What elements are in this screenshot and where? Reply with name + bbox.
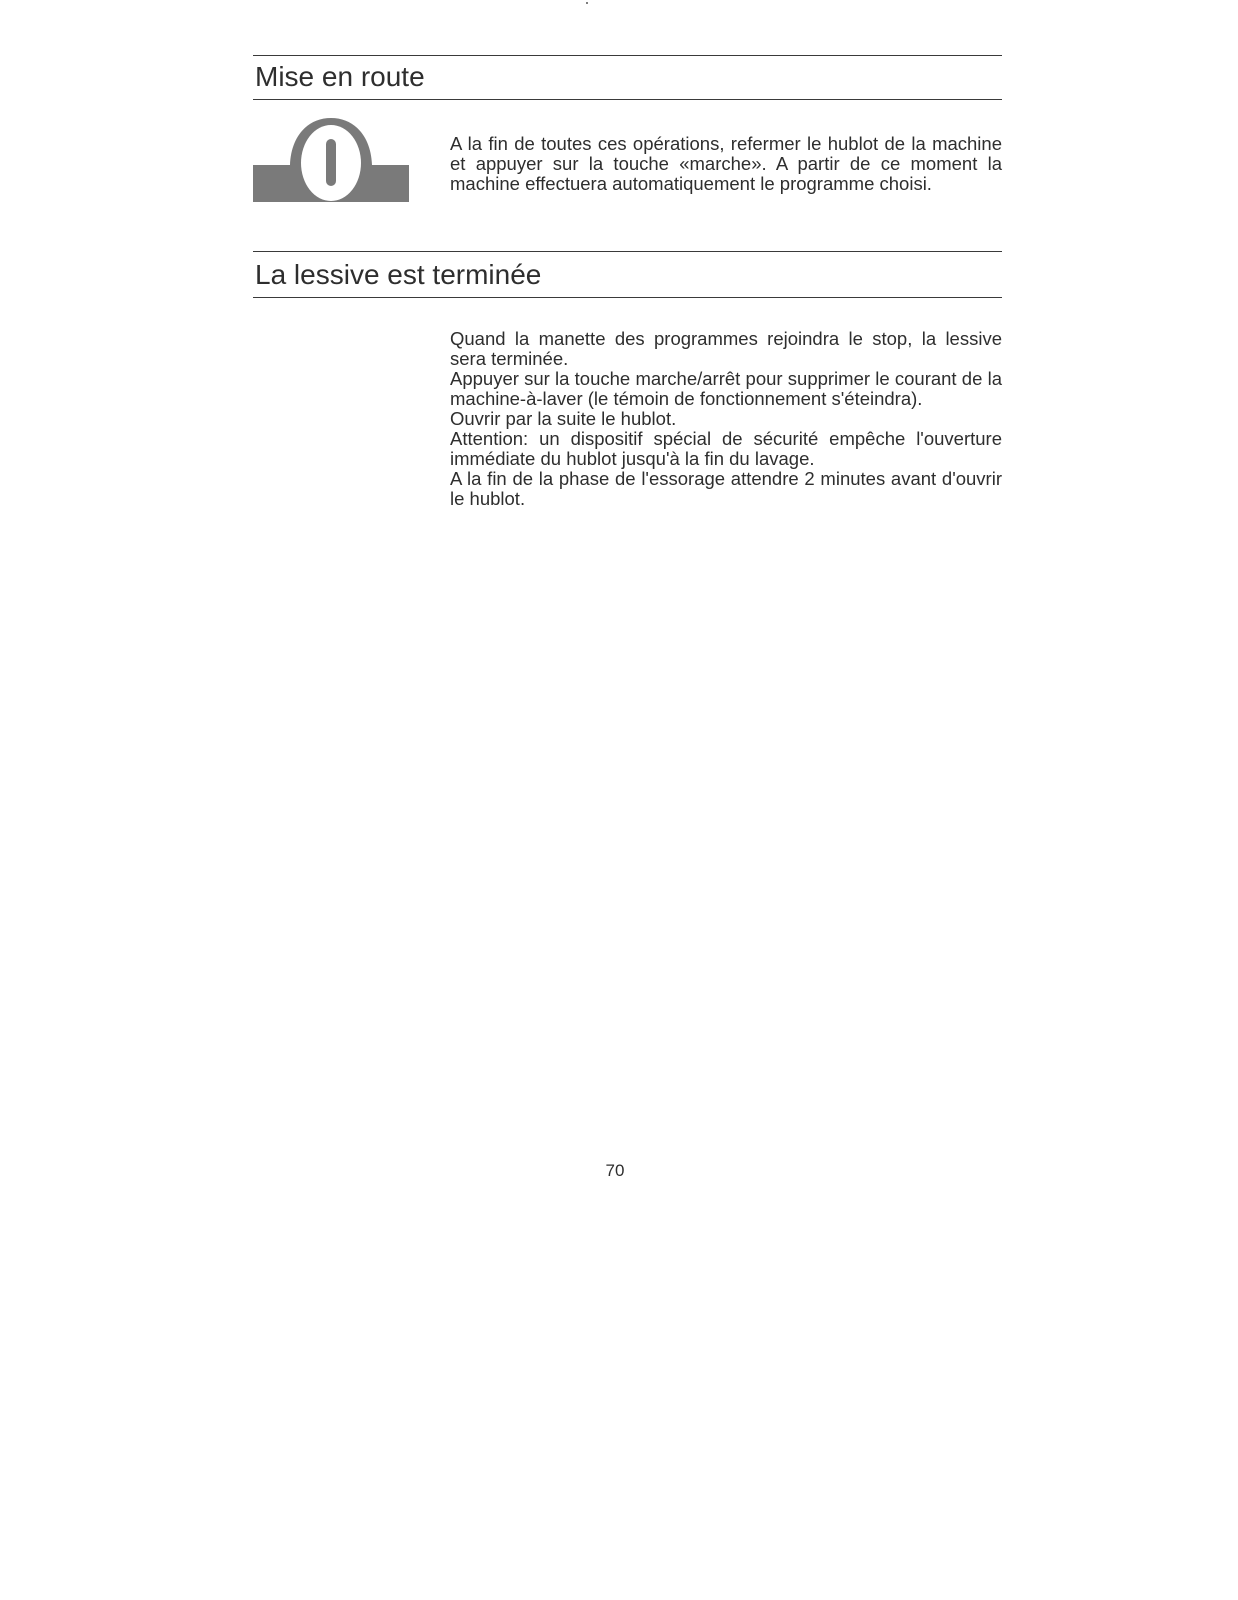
- section-title-lessive-terminee: La lessive est terminée: [255, 259, 542, 290]
- section-title-mise-en-route: Mise en route: [255, 61, 425, 92]
- paragraph: A la fin de toutes ces opérations, refermer le hublot de la machine et appuyer sur la touche «marche». A partir de ce moment la machine effectuera automatiquement le programme choisi.: [450, 133, 1002, 194]
- section-bottom-rule: [253, 99, 1002, 100]
- paragraph: Attention: un dispositif spécial de sécurité empêche l'ouverture immédiate du hublot jusqu'à la fin du lavage.: [450, 428, 1002, 469]
- paragraph: Quand la manette des programmes rejoindra le stop, la lessive sera terminée.: [450, 328, 1002, 369]
- paragraph: Appuyer sur la touche marche/arrêt pour supprimer le courant de la machine-à-laver (le témoin de fonctionnement s'éteindra).: [450, 368, 1002, 409]
- section-bottom-rule: [253, 297, 1002, 298]
- section-top-rule: [253, 251, 1002, 252]
- power-on-icon: [253, 115, 409, 208]
- mise-en-route-text: [450, 134, 1002, 194]
- paragraph: Ouvrir par la suite le hublot.: [450, 408, 677, 429]
- page-number: 70: [605, 1161, 625, 1180]
- paragraph: A la fin de la phase de l'essorage attendre 2 minutes avant d'ouvrir le hublot.: [450, 468, 1002, 509]
- section-top-rule: [253, 55, 1002, 56]
- scan-speck: [586, 2, 588, 4]
- lessive-terminee-text: [450, 329, 1002, 509]
